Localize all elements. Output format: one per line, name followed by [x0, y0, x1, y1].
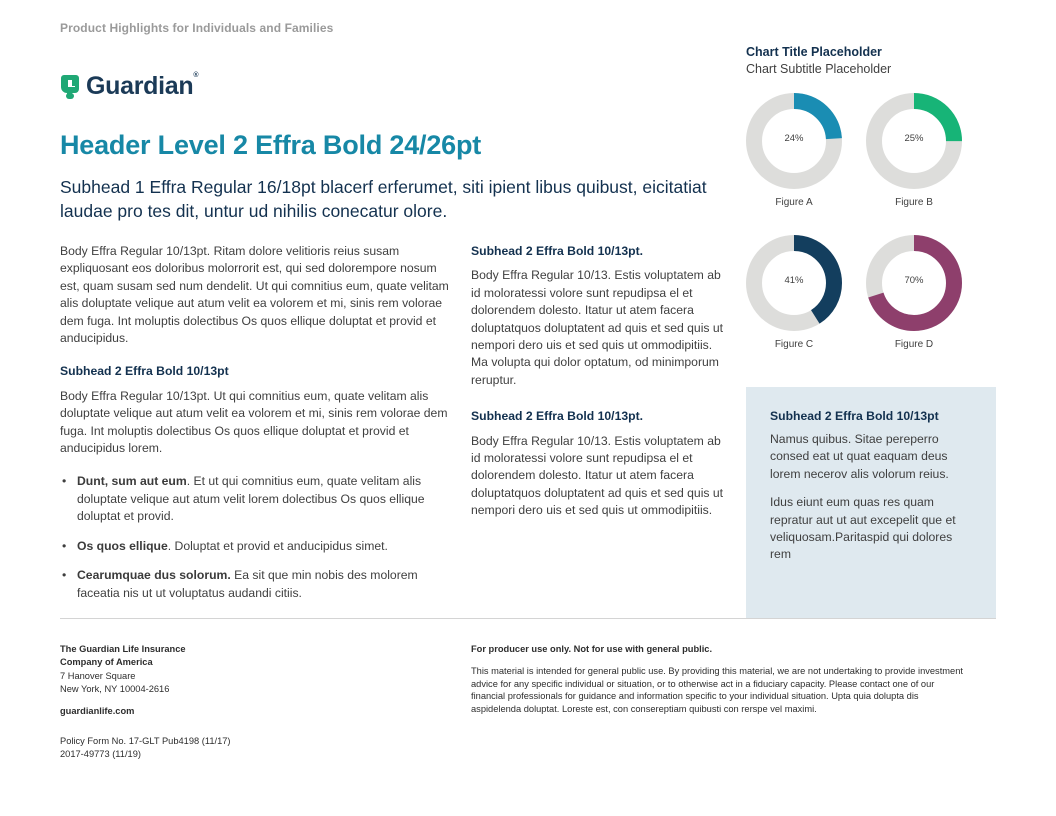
address-line: New York, NY 10004-2616	[60, 684, 170, 695]
document-code: 2017-49773 (11/19)	[60, 749, 141, 760]
guardian-logo[interactable]	[60, 72, 198, 101]
body-paragraph: Body Effra Regular 10/13pt. Ut qui comnitius eum, quate velitam alis doluptate velique aut atum velit ea volorem et mi, sinis rem volorae dem fuga. Int moluptis dolectibus Os quos ellique doluptat et provid et anducipidus lorem.	[60, 388, 448, 456]
bullet-item: • Dunt, sum aut eum. Et ut qui comnitius eum, quate velitam alis doluptate velique aut atum velit lorem dolectibus Os quos ellique doluptat et provid.	[60, 473, 452, 525]
body-paragraph: Body Effra Regular 10/13pt. Ritam dolore velitioris reius susam expliquosant eos doloribus molorrorit est, qui sed dolorempore nosum est, quam susam sed num dendelit. Ut qui comnitius eum, quate velitam alis doluptate velique aut atum velit ea volorem et mi, sinis rem volorae dem fuga. Int moluptis dolectibus Os quos ellique doluptat et provid et anducipidus.	[60, 244, 449, 346]
callout-paragraph: Idus eiunt eum quas res quam repratur aut ut aut excepelit que et veliquosam.Paritaspid qui dolores rem	[770, 495, 956, 562]
figure-caption: Figure D	[894, 339, 934, 350]
footer-company-info	[60, 643, 360, 762]
address-line: 7 Hanover Square	[60, 670, 136, 681]
company-name-line: Company of America	[60, 657, 153, 668]
callout-subhead: Subhead 2 Effra Bold 10/13pt	[770, 409, 939, 423]
bullet-item: • Cearumquae dus solorum. Ea sit que min nobis des molorem faceatia nis ut ut voluptatus audandi citiis.	[60, 567, 452, 602]
donut-chart-a	[746, 93, 842, 208]
donut-chart-b	[866, 93, 962, 208]
section-subhead: Subhead 2 Effra Bold 10/13pt	[60, 364, 229, 379]
donut-value-label: 25%	[904, 133, 924, 144]
producer-note: For producer use only. Not for use with general public.	[471, 644, 713, 654]
figure-caption: Figure B	[895, 197, 933, 208]
eyebrow-text: Product Highlights for Individuals and Families	[60, 21, 334, 35]
bullet-item: • Os quos ellique. Doluptat et provid et anducipidus simet.	[60, 538, 452, 555]
chart-subtitle: Chart Subtitle Placeholder	[746, 62, 892, 76]
callout-paragraph: Namus quibus. Sitae pereperro consed eat ut quat eaquam deus lorem necerov alis volorum reius.	[770, 432, 949, 481]
guardian-shield-icon	[60, 73, 80, 101]
donut-value-label: 70%	[904, 275, 924, 286]
body-column-left	[60, 243, 452, 614]
donut-value-label: 41%	[784, 275, 804, 286]
donut-value-label: 24%	[784, 133, 804, 144]
intro-subhead: Subhead 1 Effra Regular 16/18pt blacerf erferumet, siti ipient libus quibust, eicitatiat laudae pro tes dit, untur ud nihilis conecatur olore.	[60, 177, 707, 221]
donut-chart-d	[866, 235, 962, 350]
body-column-middle	[471, 243, 729, 536]
logo-wordmark: Guardian®	[86, 72, 199, 100]
bullet-list	[60, 473, 452, 601]
section-subhead: Subhead 2 Effra Bold 10/13pt.	[471, 409, 644, 424]
disclaimer-text: This material is intended for general public use. By providing this material, we are not undertaking to provide investment advice for any specific individual or situation, or to otherwise act in a fiduciary capacity. Please contact one of our financial professionals for guidance and information specific to your individual situation. Upta quia dolupta dis aspidelenda doluptat. Loreste est, con consereptiam quibusti con rerspe vel maximi.	[471, 665, 963, 715]
figure-caption: Figure C	[774, 339, 814, 350]
company-name-line: The Guardian Life Insurance	[60, 644, 186, 654]
body-paragraph: Body Effra Regular 10/13. Estis voluptatem ab id moloratessi volore sunt repudipsa el et dolorendem dolesto. Itatur ut atem facera doluptatquos doluptatent ad quis et sed quis ut nempori dero uis et sed quis ut ommodipitiis. Ma volupta qui dolor optatum, od minimporum reruptur.	[471, 268, 724, 387]
figure-caption: Figure A	[775, 197, 813, 208]
chart-title: Chart Title Placeholder	[746, 45, 882, 59]
section-subhead: Subhead 2 Effra Bold 10/13pt.	[471, 244, 644, 258]
body-paragraph: Body Effra Regular 10/13. Estis voluptatem ab id moloratessi volore sunt repudipsa el et dolorendem dolesto. Itatur ut atem facera doluptatquos doluptatent ad quis et sed quis ut nempori dero uis et sed quis ut ommodipitiis.	[471, 433, 724, 518]
footer-disclaimer	[471, 643, 971, 716]
footer-divider	[60, 618, 996, 619]
website-link[interactable]: guardianlife.com	[60, 705, 135, 716]
callout-box	[746, 387, 996, 618]
page-title: Header Level 2 Effra Bold 24/26pt	[60, 130, 482, 160]
policy-form-number: Policy Form No. 17-GLT Pub4198 (11/17)	[60, 736, 231, 747]
donut-chart-c	[746, 235, 842, 350]
